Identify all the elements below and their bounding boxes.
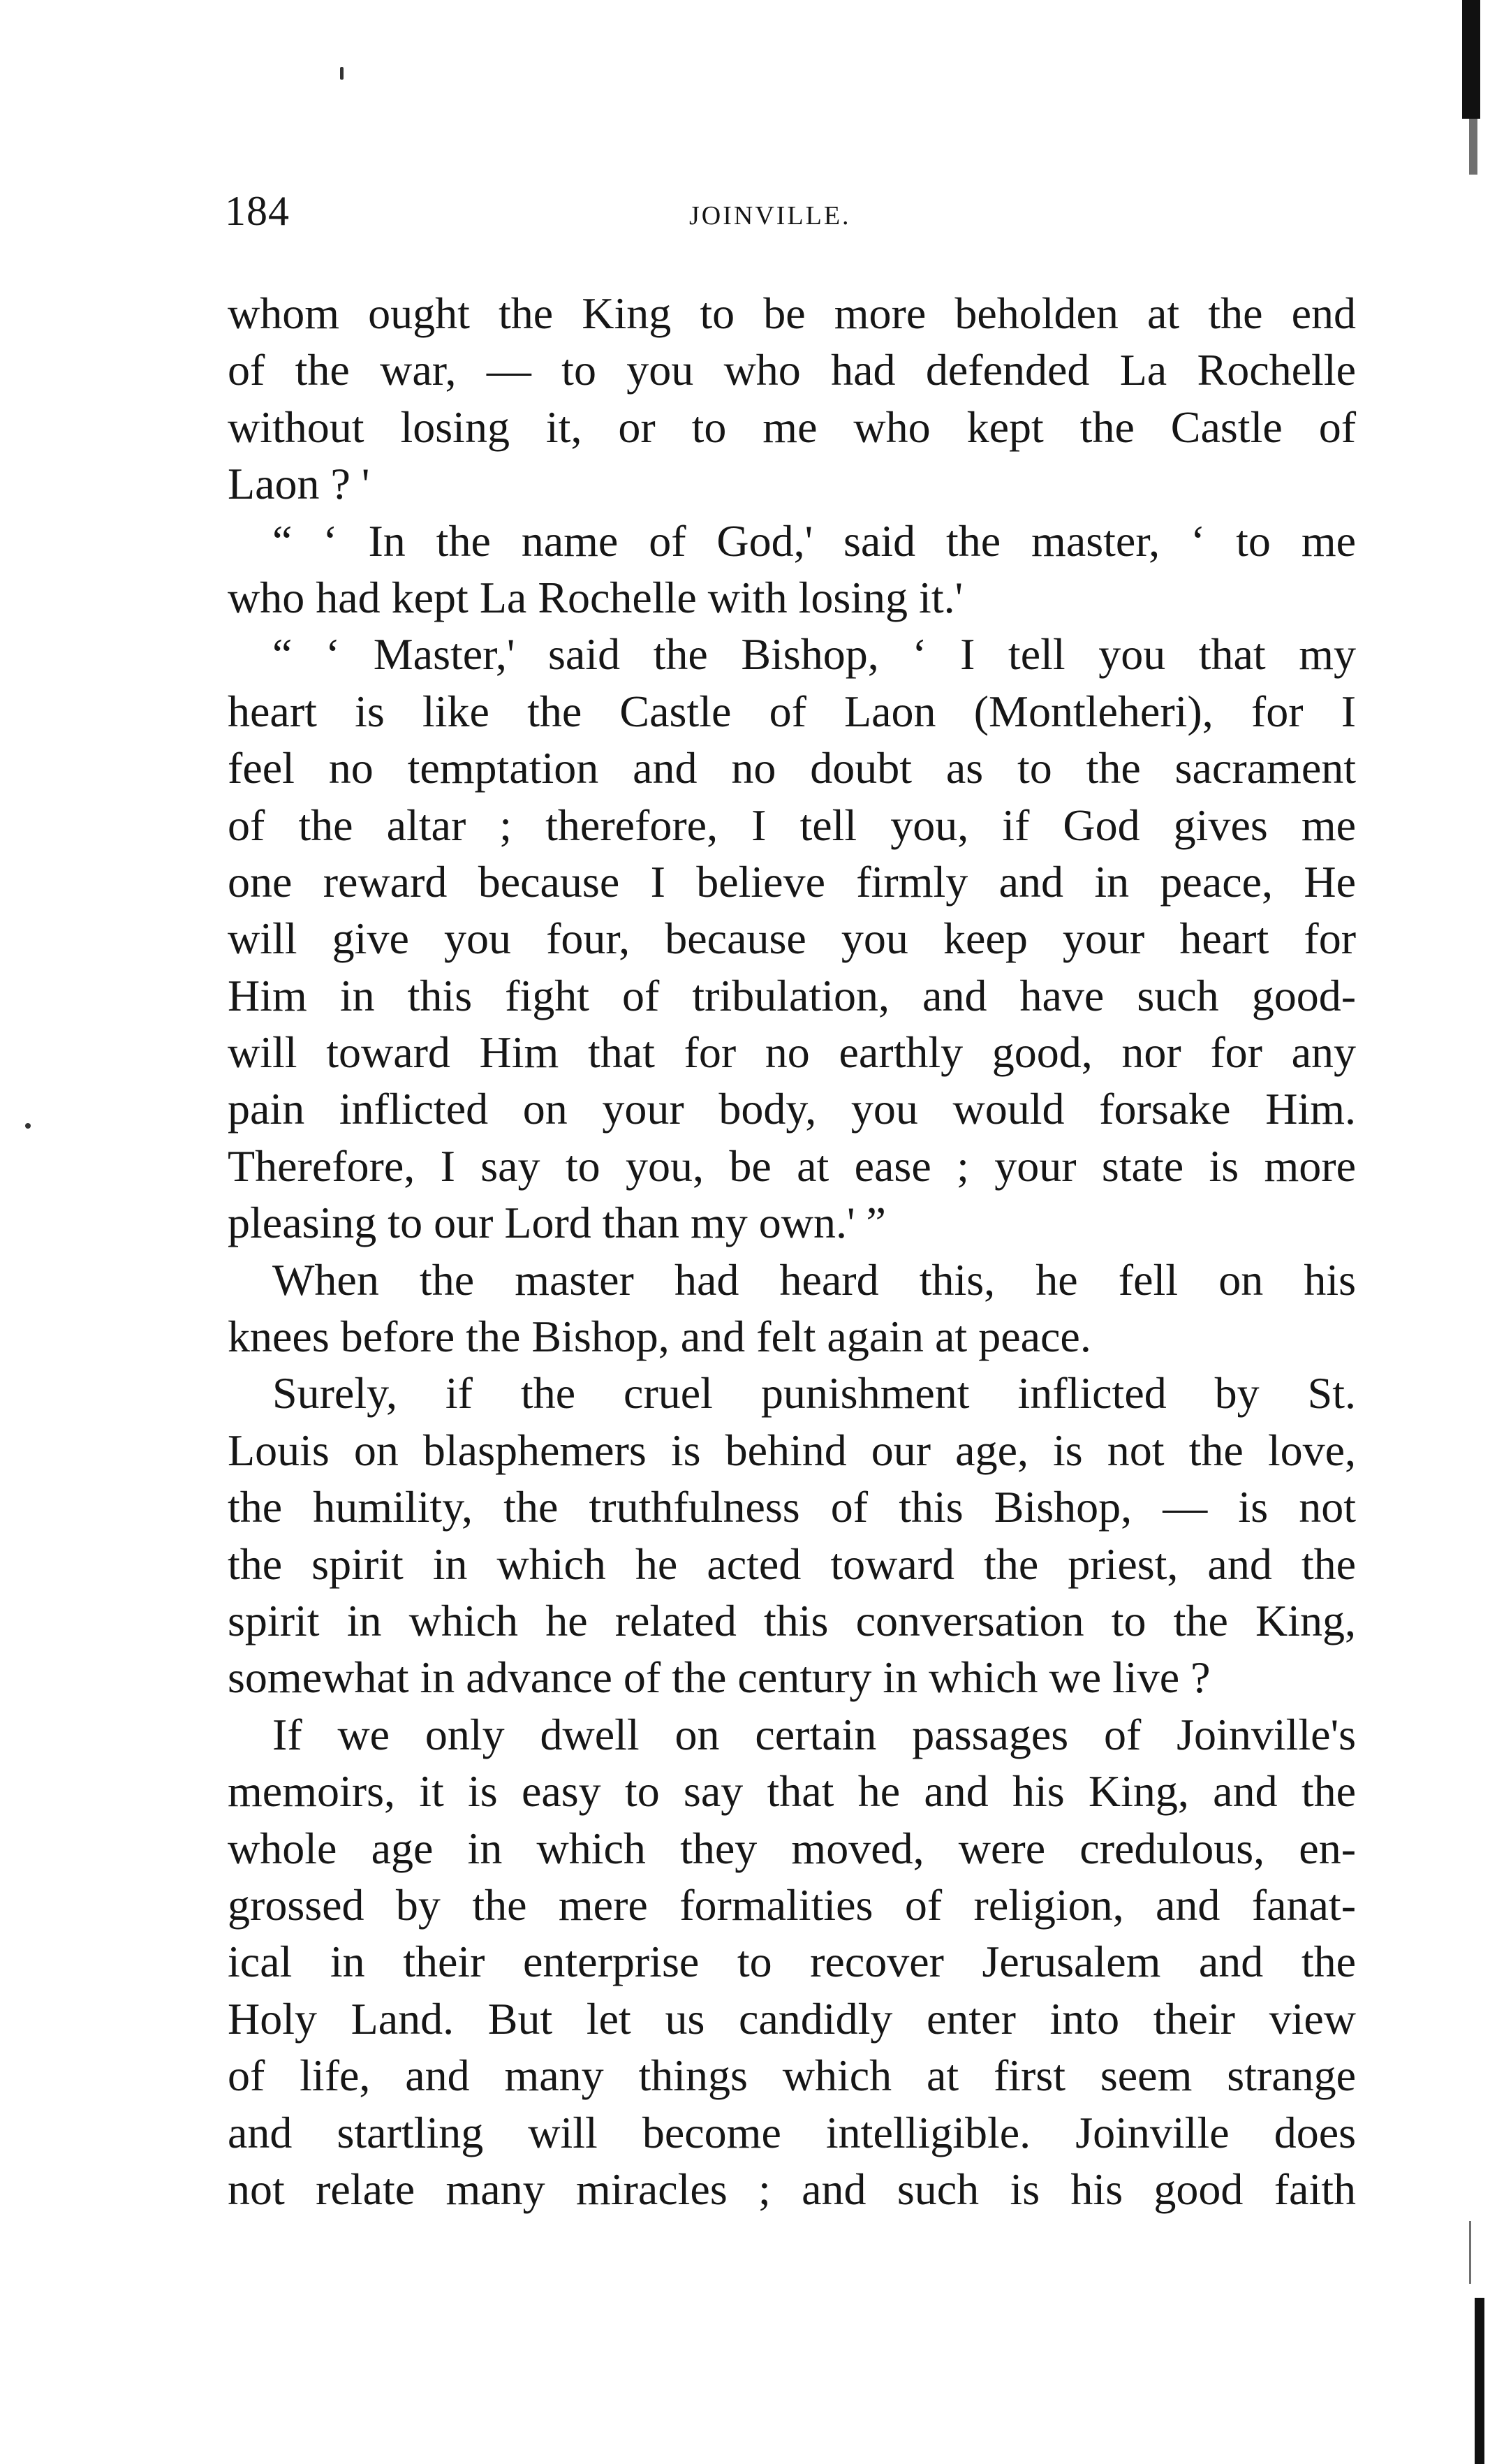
text-line: not relate many miracles ; and such is his good faith xyxy=(228,2164,1356,2214)
page-number: 184 xyxy=(225,188,290,234)
text-line: will give you four, because you keep your heart for xyxy=(228,914,1356,964)
binding-edge-mark xyxy=(1462,0,1480,119)
running-head: JOINVILLE. xyxy=(689,201,851,230)
text-line: If we only dwell on certain passages of Joinville's xyxy=(272,1709,1356,1759)
text-line: whole age in which they moved, were credulous, en- xyxy=(228,1823,1356,1873)
text-line: one reward because I believe firmly and in peace, He xyxy=(228,856,1356,907)
text-line: knees before the Bishop, and felt again at peace. xyxy=(228,1312,1091,1362)
text-line: grossed by the mere formalities of religion, and fanat- xyxy=(228,1879,1356,1930)
text-line: spirit in which he related this conversation to the King, xyxy=(228,1595,1356,1645)
text-line: feel no temptation and no doubt as to the sacrament xyxy=(228,743,1356,793)
text-line: pleasing to our Lord than my own.' ” xyxy=(228,1198,886,1248)
scan-speck xyxy=(25,1123,31,1129)
text-line: ical in their enterprise to recover Jerusalem and the xyxy=(228,1937,1356,1987)
text-line: Him in this fight of tribulation, and have such good- xyxy=(228,970,1356,1020)
text-line: and startling will become intelligible. Joinville does xyxy=(228,2107,1356,2157)
text-line: without losing it, or to me who kept the Castle of xyxy=(228,402,1356,452)
text-line: the humility, the truthfulness of this Bishop, — is not xyxy=(228,1482,1356,1532)
scan-speck xyxy=(340,67,344,80)
binding-edge-mark xyxy=(1469,119,1477,175)
text-line: “ ‘ In the name of God,' said the master, ‘ to me xyxy=(272,515,1356,566)
text-line: When the master had heard this, he fell on his xyxy=(272,1254,1356,1305)
text-line: Therefore, I say to you, be at ease ; your state is more xyxy=(228,1141,1356,1191)
binding-edge-mark xyxy=(1475,2298,1484,2464)
text-line: Surely, if the cruel punishment inflicted by St. xyxy=(272,1368,1356,1418)
text-line: of the altar ; therefore, I tell you, if God gives me xyxy=(228,800,1356,850)
text-line: somewhat in advance of the century in which we live ? xyxy=(228,1652,1211,1703)
text-line: of life, and many things which at first seem strange xyxy=(228,2051,1356,2101)
text-line: Laon ? ' xyxy=(228,459,370,509)
text-line: pain inflicted on your body, you would forsake Him. xyxy=(228,1084,1356,1134)
body-text xyxy=(228,285,1356,2217)
text-line: the spirit in which he acted toward the priest, and the xyxy=(228,1539,1356,1589)
text-line: Holy Land. But let us candidly enter into their view xyxy=(228,1993,1356,2044)
page-header xyxy=(225,183,1366,239)
text-line: of the war, — to you who had defended La Rochelle xyxy=(228,345,1356,395)
text-line: will toward Him that for no earthly good, nor for any xyxy=(228,1027,1356,1078)
text-line: “ ‘ Master,' said the Bishop, ‘ I tell you that my xyxy=(272,629,1356,680)
text-line: who had kept La Rochelle with losing it.' xyxy=(228,572,964,622)
text-line: whom ought the King to be more beholden at the end xyxy=(228,288,1356,338)
text-line: memoirs, it is easy to say that he and his King, and the xyxy=(228,1766,1356,1817)
binding-edge-mark xyxy=(1469,2221,1471,2284)
text-line: Louis on blasphemers is behind our age, is not the love, xyxy=(228,1425,1356,1475)
text-line: heart is like the Castle of Laon (Montleheri), for I xyxy=(228,686,1356,736)
